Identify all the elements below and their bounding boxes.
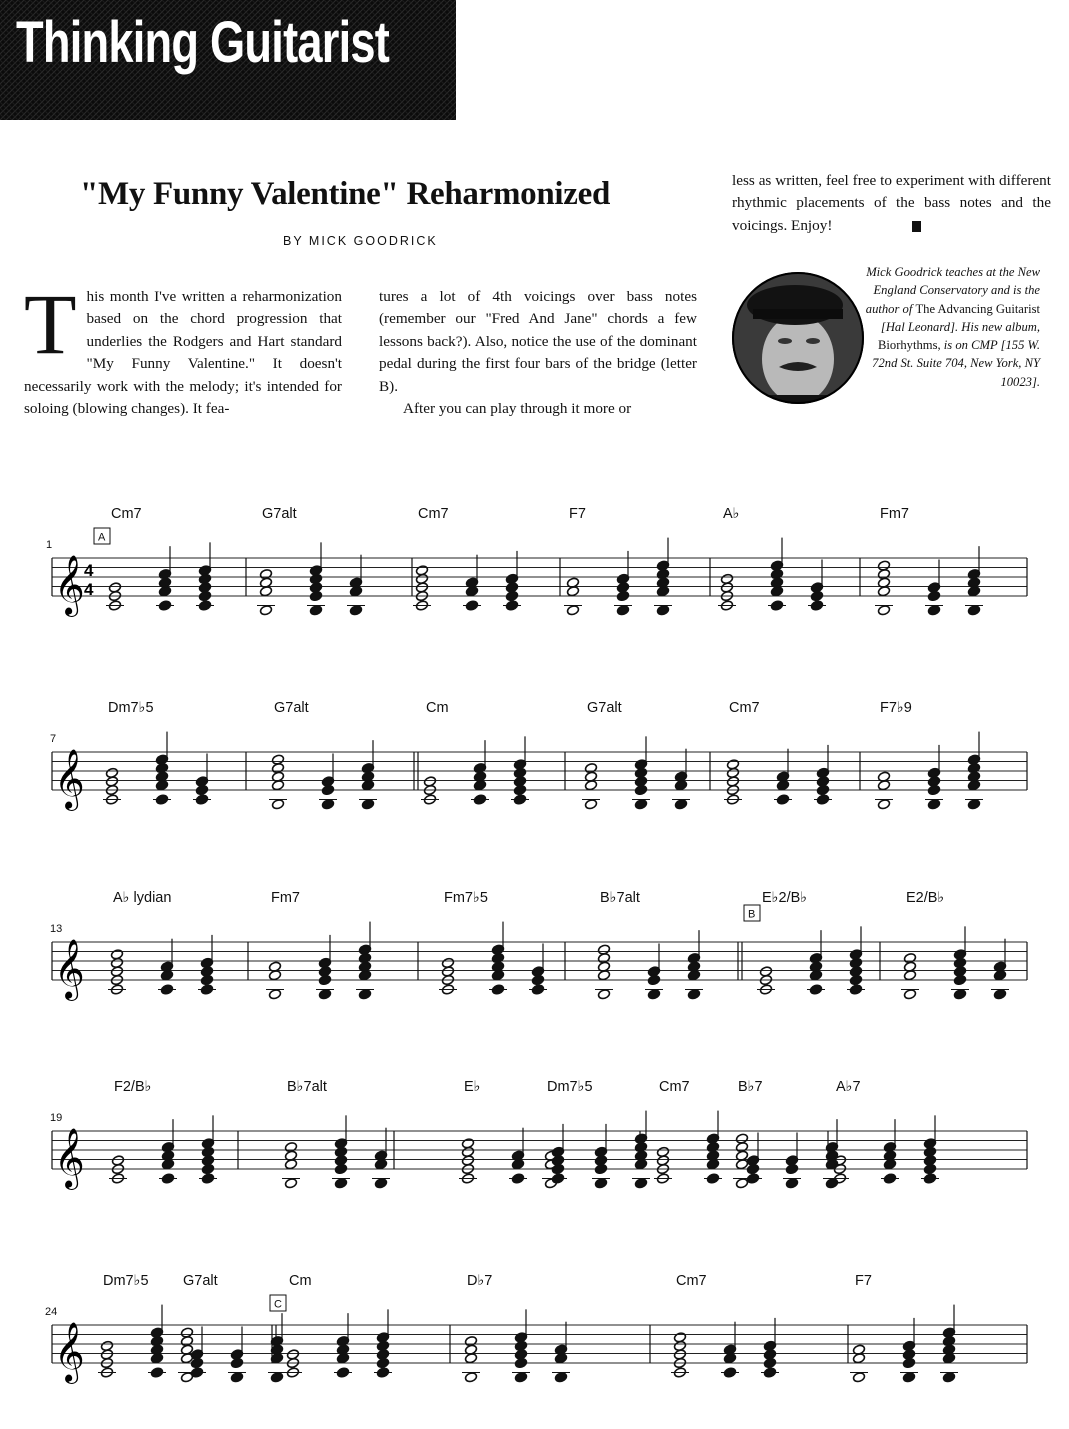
chord-voicing — [654, 1146, 672, 1184]
note-head — [720, 573, 733, 584]
chord-voicing — [592, 1124, 610, 1189]
bass-note-head — [877, 605, 890, 616]
bass-note-head — [634, 799, 647, 810]
bass-note-head — [268, 989, 281, 1000]
chord-voicing — [471, 740, 489, 805]
bass-note-head — [770, 600, 783, 611]
bio-text-1: Mick Goodrick teaches at the New England Conservatory and is the author of — [865, 265, 1040, 316]
note-head — [735, 1133, 748, 1144]
bass-note-head — [852, 1372, 865, 1383]
time-signature-top: 4 — [84, 561, 94, 580]
chord-symbol: Cm — [289, 1273, 312, 1289]
bass-note-head — [514, 1372, 527, 1383]
chord-voicing — [881, 1119, 899, 1184]
staff-system — [50, 890, 1027, 1001]
chord-symbol: A♭ — [723, 506, 740, 522]
note-head — [584, 762, 597, 773]
chord-voicing — [158, 939, 176, 995]
note-head — [180, 1327, 193, 1338]
bass-note-head — [967, 605, 980, 616]
chord-symbol: Dm7♭5 — [103, 1273, 149, 1289]
chord-voicing — [316, 935, 334, 1000]
article-column-3 — [732, 170, 1051, 237]
bass-note-head — [656, 605, 669, 616]
bass-note-head — [816, 794, 829, 805]
measure-number: 7 — [50, 733, 57, 745]
chord-voicing — [632, 736, 650, 810]
bass-note-head — [349, 605, 362, 616]
chord-symbol: D♭7 — [467, 1273, 493, 1289]
bass-note-head — [597, 989, 610, 1000]
chord-symbol: Cm — [426, 700, 449, 716]
chord-voicing — [159, 1119, 177, 1184]
bass-note-head — [927, 605, 940, 616]
bass-note-head — [161, 1173, 174, 1184]
note-head — [415, 565, 428, 576]
treble-clef-icon: 𝄞 — [54, 555, 85, 615]
chord-voicing — [148, 1305, 166, 1379]
article-column-2 — [379, 286, 697, 420]
end-mark-icon — [912, 221, 921, 232]
chord-symbol: Cm7 — [418, 506, 449, 522]
chord-symbol: G7alt — [262, 506, 297, 522]
bass-note-head — [634, 1178, 647, 1189]
measure-number: 24 — [45, 1306, 58, 1318]
chord-voicing — [359, 740, 377, 810]
staff-system — [46, 506, 1027, 617]
bass-note-head — [491, 984, 504, 995]
bass-note-head — [763, 1367, 776, 1378]
bass-note-head — [271, 799, 284, 810]
chord-voicing — [814, 745, 832, 805]
bass-note-head — [735, 1178, 748, 1189]
bass-note-head — [923, 1173, 936, 1184]
treble-clef-icon: 𝄞 — [54, 939, 85, 999]
note-head — [105, 767, 118, 778]
chord-symbol: F7 — [855, 1273, 872, 1289]
chord-voicing — [991, 939, 1009, 1000]
bass-note-head — [687, 989, 700, 1000]
staff-system — [50, 1079, 1027, 1190]
treble-clef-icon: 𝄞 — [54, 1322, 85, 1382]
bass-note-head — [785, 1178, 798, 1189]
bass-note-head — [374, 1178, 387, 1189]
chord-voicing — [198, 935, 216, 995]
bass-note-head — [902, 1372, 915, 1383]
chord-voicing — [582, 762, 600, 809]
rehearsal-mark: A — [98, 531, 106, 544]
measure-number: 19 — [50, 1112, 63, 1124]
bass-note-head — [155, 794, 168, 805]
article-column-1 — [24, 276, 342, 420]
column-1-text: his month I've written a reharmonization based on the chord progression that underlies the Rodgers and Hart standard "My Funny Valentine." It doesn't necessarily work with the melody; it's intended for soloing (blowing changes). It fea- — [24, 288, 342, 418]
bio-text-2: [Hal Leonard]. His new album, — [880, 319, 1040, 334]
chord-voicing — [462, 1335, 480, 1382]
chord-voicing — [807, 930, 825, 995]
drop-cap: T — [24, 276, 77, 372]
bass-note-head — [201, 1173, 214, 1184]
chord-voicing — [549, 1124, 567, 1184]
chord-voicing — [153, 732, 171, 806]
bass-note-head — [554, 1372, 567, 1383]
bass-note-head — [883, 1173, 896, 1184]
chord-voicing — [671, 1332, 689, 1378]
bass-note-head — [195, 794, 208, 805]
bass-note-head — [511, 1173, 524, 1184]
chord-symbol: Cm7 — [676, 1273, 707, 1289]
chord-symbol: Fm7 — [271, 890, 300, 906]
bio-text-3: is on CMP [155 W. 72nd St. Suite 704, New York, NY 10023]. — [872, 338, 1040, 389]
note-head — [423, 776, 436, 787]
chord-symbol: Dm7♭5 — [547, 1079, 593, 1095]
bass-note-head — [334, 1178, 347, 1189]
bass-note-head — [464, 1372, 477, 1383]
author-bio — [862, 263, 1040, 391]
chord-voicing — [439, 957, 457, 995]
treble-clef-icon: 𝄞 — [54, 1128, 85, 1188]
column-2-paragraph-2: After you can play through it more or — [403, 400, 632, 418]
chord-voicing — [509, 1128, 527, 1184]
note-head — [108, 582, 121, 593]
note-head — [673, 1332, 686, 1343]
column-2-paragraph-1: tures a lot of 4th voicings over bass notes (remember our "Fred And Jane" chords a few lessons back?). Also, notice the use of the dominant pedal during the first four bars of the bridge (letter B). — [379, 288, 697, 395]
bass-note-head — [505, 600, 518, 611]
chord-symbol: A♭7 — [836, 1079, 861, 1095]
chord-voicing — [774, 749, 792, 805]
note-head — [286, 1349, 299, 1360]
chord-symbol: B♭7 — [738, 1079, 763, 1095]
chord-symbol: F2/B♭ — [114, 1079, 152, 1095]
chord-symbol: F7♭9 — [880, 700, 912, 716]
note-head — [259, 568, 272, 579]
note-head — [110, 949, 123, 960]
bass-note-head — [230, 1372, 243, 1383]
chord-symbol: Cm7 — [659, 1079, 690, 1095]
chord-symbol: Fm7 — [880, 506, 909, 522]
chord-voicing — [685, 930, 703, 1000]
note-head — [656, 1146, 669, 1157]
bass-note-head — [706, 1173, 719, 1184]
bass-note-head — [198, 600, 211, 611]
note-head — [271, 754, 284, 765]
bass-note-head — [361, 799, 374, 810]
chord-voicing — [925, 745, 943, 810]
section-title: Thinking Guitarist — [16, 10, 390, 75]
chord-symbol: B♭7alt — [287, 1079, 327, 1095]
chord-symbol: F7 — [569, 506, 586, 522]
chord-voicing — [512, 1309, 530, 1383]
chord-voicing — [372, 1128, 390, 1189]
chord-voicing — [459, 1138, 477, 1184]
chord-voicing — [503, 551, 521, 611]
bass-note-head — [473, 794, 486, 805]
note-head — [759, 966, 772, 977]
bass-note-head — [376, 1367, 389, 1378]
bass-note-head — [259, 605, 272, 616]
bass-note-head — [465, 600, 478, 611]
chord-voicing — [900, 1318, 918, 1383]
chord-voicing — [98, 1340, 116, 1378]
bio-album-title: Biorhythms, — [878, 338, 941, 353]
note-head — [726, 759, 739, 770]
header-banner — [0, 0, 456, 120]
chord-voicing — [347, 555, 365, 616]
chord-voicing — [704, 1111, 722, 1185]
chord-voicing — [552, 1322, 570, 1383]
note-head — [100, 1340, 113, 1351]
chord-symbol: G7alt — [183, 1273, 218, 1289]
chord-voicing — [718, 573, 736, 611]
bass-note-head — [200, 984, 213, 995]
chord-voicing — [257, 568, 275, 615]
chord-voicing — [901, 952, 919, 999]
chord-voicing — [413, 565, 431, 611]
rehearsal-mark: C — [274, 1298, 282, 1311]
chord-voicing — [103, 767, 121, 805]
bass-note-head — [566, 605, 579, 616]
author-photo — [731, 271, 865, 405]
bass-note-head — [309, 605, 322, 616]
chord-voicing — [875, 560, 893, 616]
chord-symbol: Cm7 — [729, 700, 760, 716]
chord-symbol: Cm7 — [111, 506, 142, 522]
bass-note-head — [358, 989, 371, 1000]
bass-note-head — [967, 799, 980, 810]
bass-note-head — [809, 984, 822, 995]
rehearsal-mark: B — [748, 908, 756, 921]
chord-voicing — [761, 1318, 779, 1378]
bass-note-head — [270, 1372, 283, 1383]
chord-voicing — [156, 546, 174, 611]
chord-voicing — [595, 944, 613, 1000]
chord-voicing — [269, 754, 287, 810]
bass-note-head — [647, 989, 660, 1000]
chord-voicing — [268, 1313, 286, 1383]
chord-symbol: E♭ — [464, 1079, 481, 1095]
bass-note-head — [723, 1367, 736, 1378]
bass-note-head — [594, 1178, 607, 1189]
bio-book-title: The Advancing Guitarist — [915, 301, 1040, 316]
staff-system — [50, 700, 1027, 811]
bass-note-head — [158, 600, 171, 611]
chord-symbol: A♭ lydian — [113, 890, 172, 906]
note-head — [464, 1335, 477, 1346]
column-3-text: less as written, feel free to experiment with different rhythmic placements of the bass notes and the voicings. Enjoy! — [732, 172, 1051, 234]
note-head — [597, 944, 610, 955]
chord-voicing — [489, 922, 507, 996]
bass-note-head — [903, 989, 916, 1000]
chord-voicing — [463, 555, 481, 611]
bass-note-head — [993, 989, 1006, 1000]
bass-note-head — [318, 989, 331, 1000]
bass-note-head — [776, 794, 789, 805]
chord-voicing — [951, 926, 969, 1000]
bass-note-head — [953, 989, 966, 1000]
bass-note-head — [616, 605, 629, 616]
chord-voicing — [614, 551, 632, 616]
time-signature-bottom: 4 — [84, 580, 94, 599]
chord-symbol: G7alt — [274, 700, 309, 716]
bass-note-head — [810, 600, 823, 611]
bass-note-head — [150, 1367, 163, 1378]
chord-voicing — [307, 542, 325, 616]
note-head — [111, 1155, 124, 1166]
chord-symbol: E2/B♭ — [906, 890, 945, 906]
chord-voicing — [672, 749, 690, 810]
chord-symbol: Dm7♭5 — [108, 700, 154, 716]
chord-voicing — [108, 949, 126, 995]
bass-note-head — [321, 799, 334, 810]
chord-voicing — [332, 1115, 350, 1189]
chord-voicing — [965, 546, 983, 616]
chord-symbol: Fm7♭5 — [444, 890, 488, 906]
treble-clef-icon: 𝄞 — [54, 749, 85, 809]
bass-note-head — [927, 799, 940, 810]
chord-voicing — [724, 759, 742, 805]
byline: BY MICK GOODRICK — [283, 234, 438, 248]
measure-number: 13 — [50, 923, 63, 935]
bass-note-head — [849, 984, 862, 995]
chord-voicing — [282, 1141, 300, 1188]
note-head — [903, 952, 916, 963]
bass-note-head — [336, 1367, 349, 1378]
staff-system — [45, 1273, 1027, 1384]
chord-symbol: E♭2/B♭ — [762, 890, 808, 906]
chord-symbol: B♭7alt — [600, 890, 640, 906]
bass-note-head — [160, 984, 173, 995]
bass-note-head — [180, 1372, 193, 1383]
bass-note-head — [877, 799, 890, 810]
bass-note-head — [284, 1178, 297, 1189]
note-head — [284, 1141, 297, 1152]
chord-voicing — [721, 1322, 739, 1378]
bass-note-head — [531, 984, 544, 995]
chord-voicing — [768, 538, 786, 612]
note-head — [441, 957, 454, 968]
bass-note-head — [825, 1178, 838, 1189]
bass-note-head — [584, 799, 597, 810]
bass-note-head — [942, 1372, 955, 1383]
note-head — [461, 1138, 474, 1149]
bass-note-head — [513, 794, 526, 805]
measure-number: 1 — [46, 539, 53, 551]
chord-symbol: G7alt — [587, 700, 622, 716]
music-notation — [0, 470, 1069, 1420]
note-head — [877, 560, 890, 571]
chord-voicing — [334, 1313, 352, 1378]
article-title: "My Funny Valentine" Reharmonized — [80, 176, 611, 212]
bass-note-head — [674, 799, 687, 810]
